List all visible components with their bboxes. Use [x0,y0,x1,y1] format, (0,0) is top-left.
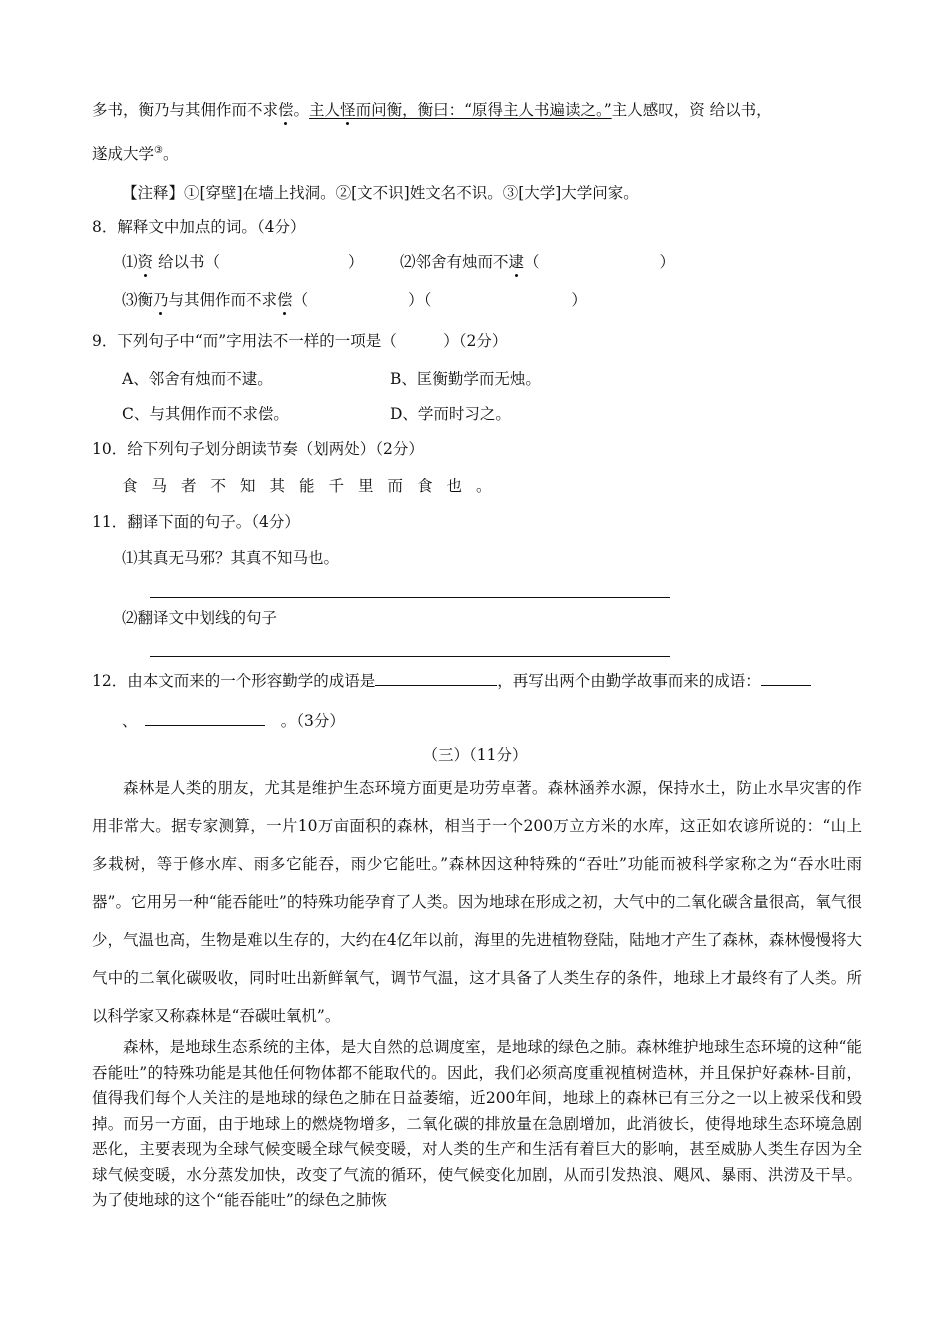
dotted-word: 乃 [153,291,169,309]
q8-title: 8．解释文中加点的词。（4分） [92,218,306,236]
passage-text: 多书，衡乃与其佣作而不求 [92,101,279,119]
dotted-word: 偿 [278,101,294,119]
q10-sentence: 食马者不知其能千里而食也。 [122,477,506,495]
passage-text: 。 [293,101,310,119]
answer-blank[interactable] [375,671,497,686]
q12-line-1: 12．由本文而来的一个形容勤学的成语是 ，再写出两个由勤学故事而来的成语： [92,669,811,691]
passage-notes: 【注释】①[穿壁]在墙上找洞。②[文不识]姓文名不识。③[大学]大学问家。 [122,184,639,202]
dotted-word: 逮 [508,253,525,271]
q8-row-1-right: ⑵邻舍有烛而不逮（ ） [400,253,676,271]
section-3-paragraph-2: 森林，是地球生态系统的主体，是大自然的总调度室，是地球的绿色之肺。森林维护地球生态环境的这种“能吞能吐”的特殊功能是其他任何物体都不能取代的。因此，我们必须高度重视植树造林，并且保护好森林-目前，值得我们每个人关注的是地球的绿色之肺在日益萎缩，近200年间，地球上的森林已有三分之一以上被采伐和毁掉。而另一方面，由于地球上的燃烧物增多，二氧化碳的排放量在急剧增加，此消彼长，使得地球生态环境急剧恶化，主要表现为全球气候变暖全球气候变暖，对人类的生产和生活有着巨大的影响，甚至威胁人类生存因为全球气候变暖，水分蒸发加快，改变了气流的循环，使气候变化加剧，从而引发热浪、飓风、暴雨、洪涝及干旱。为了使地球的这个“能吞能吐”的绿色之肺恢 [92,1038,862,1209]
q10-title: 10．给下列句子划分朗读节奏（划两处）（2分） [92,440,424,458]
underlined-sentence: 主人怪而问衡，衡曰：“原得主人书遍读之。” [309,101,612,119]
answer-blank[interactable] [761,671,811,686]
q12-line-2: 、 。（3分） [122,712,345,730]
passage-line-2: 遂成大学③。 [92,144,179,163]
passage-line-1 [92,98,772,120]
footnote-marker: ③ [154,144,163,156]
q11-title: 11．翻译下面的句子。（4分） [92,513,300,531]
q8-row-2: ⑶衡乃与其佣作而不求偿（ ）（ ） [122,291,587,309]
answer-blank[interactable] [145,711,265,726]
section-3-paragraph-1: 森林是人类的朋友，尤其是维护生态环境方面更是功劳卓著。森林涵养水源，保持水土，防止水旱灾害的作用非常大。据专家测算，一片10万亩面积的森林，相当于一个200万立方米的水库，这正如农谚所说的：“山上多栽树，等于修水库、雨多它能吞，雨少它能吐。”森林因这种特殊的“吞吐”功能而被科学家称之为“吞水吐雨器”。它用另一种“能吞能吐”的特殊功能孕育了人类。因为地球在形成之初，大气中的二氧化碳含量很高，氧气很少，气温也高，生物是难以生存的，大约在4亿年以前，海里的先进植物登陆，陆地才产生了森林，森林慢慢将大气中的二氧化碳吸收，同时吐出新鲜氧气，调节气温，这才具备了人类生存的条件，地球上才最终有了人类。所以科学家又称森林是“吞碳吐氧机”。 [92,779,862,1025]
passage-text: 主人感叹，资 给以书， [611,101,772,119]
dotted-word: 偿 [277,291,293,309]
q11-item-2: ⑵翻译文中划线的句子 [122,609,278,627]
q9-option-d: D、学而时习之。 [390,405,511,423]
q8-row-1: ⑴资 给以书（ ） [122,253,364,271]
q11-answer-line-1[interactable] [150,597,670,598]
q11-answer-line-2[interactable] [150,656,670,657]
q9-title: 9．下列句子中“而”字用法不一样的一项是（ ）（2分） [92,332,508,350]
dotted-word: 怪 [340,101,356,119]
q9-option-c: C、与其佣作而不求偿。 [122,405,289,423]
section-3-title: （三）（11分） [422,746,528,764]
q9-option-a: A、邻舍有烛而不逮。 [122,370,273,388]
dotted-word: 资 [137,253,154,271]
q11-item-1: ⑴其真无马邪？其真不知马也。 [122,549,340,567]
q9-option-b: B、匡衡勤学而无烛。 [390,370,541,388]
